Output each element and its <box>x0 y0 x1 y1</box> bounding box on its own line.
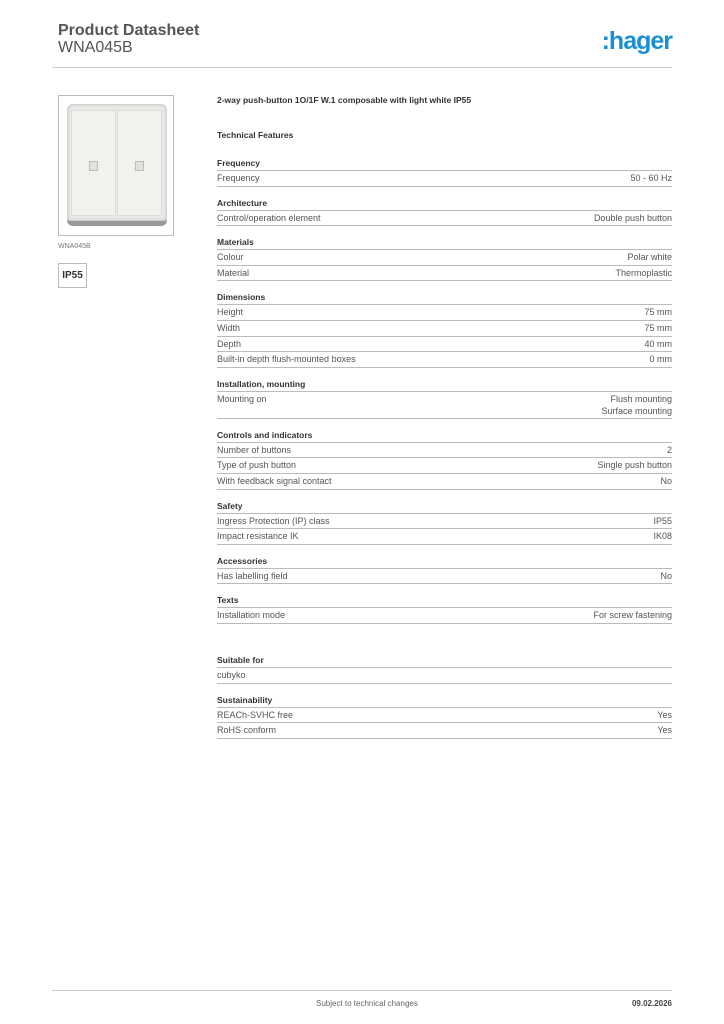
spec-label: RoHS conform <box>217 725 277 736</box>
spec-value <box>653 529 672 544</box>
spec-value <box>657 723 672 738</box>
spec-value <box>644 337 672 352</box>
spec-label: Installation mode <box>217 610 286 621</box>
spec-value <box>601 392 672 418</box>
spec-value-text: 0 mm <box>649 354 672 365</box>
spec-section <box>217 290 672 367</box>
section-title: Frequency <box>217 156 672 171</box>
spec-value <box>597 458 672 473</box>
product-description: 2-way push-button 1O/1F W.1 composable with light white IP55 <box>217 95 472 105</box>
spec-value <box>660 474 672 489</box>
section-title: Materials <box>217 235 672 250</box>
footer-divider <box>52 990 672 991</box>
spec-value <box>667 443 672 458</box>
spec-label: Has labelling field <box>217 570 288 581</box>
spec-section <box>217 156 672 187</box>
spec-label: Material <box>217 267 250 278</box>
spec-value-text: Thermoplastic <box>615 267 672 278</box>
spec-section <box>217 653 672 684</box>
spec-value-text: Polar white <box>627 252 672 263</box>
spec-value-text: Yes <box>657 725 672 736</box>
spec-label: Ingress Protection (IP) class <box>217 515 330 526</box>
spec-row <box>217 608 672 624</box>
spec-label: Depth <box>217 338 242 349</box>
spec-label: REACh-SVHC free <box>217 709 294 720</box>
spec-row <box>217 443 672 459</box>
spec-label: With feedback signal contact <box>217 475 332 486</box>
spec-section <box>217 693 672 739</box>
spec-value <box>627 250 672 265</box>
page-title: Product Datasheet <box>58 22 200 39</box>
footer-note: Subject to technical changes <box>316 999 418 1008</box>
spec-value <box>630 171 672 186</box>
features-heading: Technical Features <box>217 130 294 140</box>
spec-row <box>217 352 672 368</box>
spec-label: Mounting on <box>217 393 267 404</box>
section-title: Accessories <box>217 554 672 569</box>
section-title: Architecture <box>217 196 672 211</box>
spec-label: Frequency <box>217 173 260 183</box>
spec-value <box>644 305 672 320</box>
spec-value-text: IK08 <box>653 531 672 542</box>
spec-section <box>217 235 672 281</box>
ip55-badge: IP55 <box>58 263 87 288</box>
section-title: Suitable for <box>217 653 672 668</box>
spec-row <box>217 458 672 474</box>
spec-value-text: No <box>660 475 672 486</box>
spec-value <box>644 321 672 336</box>
spec-row <box>217 305 672 321</box>
product-code: WNA045B <box>58 39 133 56</box>
spec-value-text: Surface mounting <box>601 405 672 416</box>
spec-row <box>217 474 672 490</box>
spec-row <box>217 569 672 585</box>
spec-value-text: IP55 <box>653 515 672 526</box>
spec-row <box>217 171 672 187</box>
spec-label: Height <box>217 307 244 318</box>
section-title: Dimensions <box>217 290 672 305</box>
product-image <box>58 95 174 236</box>
spec-row <box>217 337 672 353</box>
spec-label: Number of buttons <box>217 444 292 455</box>
spec-value <box>660 569 672 584</box>
spec-value-text: 40 mm <box>644 338 672 349</box>
technical-features <box>217 95 672 748</box>
spec-value-text: Double push button <box>593 212 672 223</box>
spec-value <box>593 608 672 623</box>
spec-value-text: No <box>660 570 672 581</box>
section-title: Installation, mounting <box>217 377 672 392</box>
spec-row <box>217 708 672 724</box>
image-caption: WNA045B <box>58 243 91 250</box>
spec-row <box>217 723 672 739</box>
spec-row <box>217 266 672 282</box>
spec-value <box>615 266 672 281</box>
spec-row <box>217 392 672 419</box>
spec-row <box>217 211 672 227</box>
spec-row <box>217 529 672 545</box>
spec-label: Built-in depth flush-mounted boxes <box>217 354 356 365</box>
spec-value-text: 2 <box>666 444 672 455</box>
spec-section <box>217 428 672 490</box>
section-title: Sustainability <box>217 693 672 708</box>
spec-value-text: Yes <box>657 709 672 720</box>
spec-label: Width <box>217 322 241 333</box>
spacer <box>217 633 672 653</box>
spec-value-text: 50 - 60 Hz <box>630 173 672 183</box>
spec-row <box>217 321 672 337</box>
spec-value <box>650 352 673 367</box>
spec-row <box>217 514 672 530</box>
spec-row <box>217 668 672 684</box>
spec-value-text: 75 mm <box>644 322 672 333</box>
spec-value <box>657 708 672 723</box>
spec-label: Colour <box>217 252 244 263</box>
section-title: Safety <box>217 499 672 514</box>
section-title: Texts <box>217 593 672 608</box>
header-divider <box>52 67 672 68</box>
spec-label: Type of push button <box>217 460 297 471</box>
spec-value <box>653 514 672 529</box>
hager-logo: :hager <box>601 27 672 55</box>
spec-section <box>217 499 672 545</box>
spec-value-text: 75 mm <box>644 307 672 318</box>
spec-label: Control/operation element <box>217 212 321 223</box>
section-title: Controls and indicators <box>217 428 672 443</box>
spec-value-text: Flush mounting <box>610 393 672 404</box>
spec-label: cubyko <box>217 669 246 680</box>
spec-section <box>217 554 672 585</box>
spec-value-text: Single push button <box>597 460 672 471</box>
spec-section <box>217 593 672 624</box>
spec-section <box>217 196 672 227</box>
spec-row <box>217 250 672 266</box>
footer-date: 09.02.2026 <box>631 999 672 1008</box>
spec-value <box>594 211 672 226</box>
spec-value-text: For screw fastening <box>593 610 672 621</box>
spec-label: Impact resistance IK <box>217 531 299 542</box>
spec-section <box>217 377 672 419</box>
